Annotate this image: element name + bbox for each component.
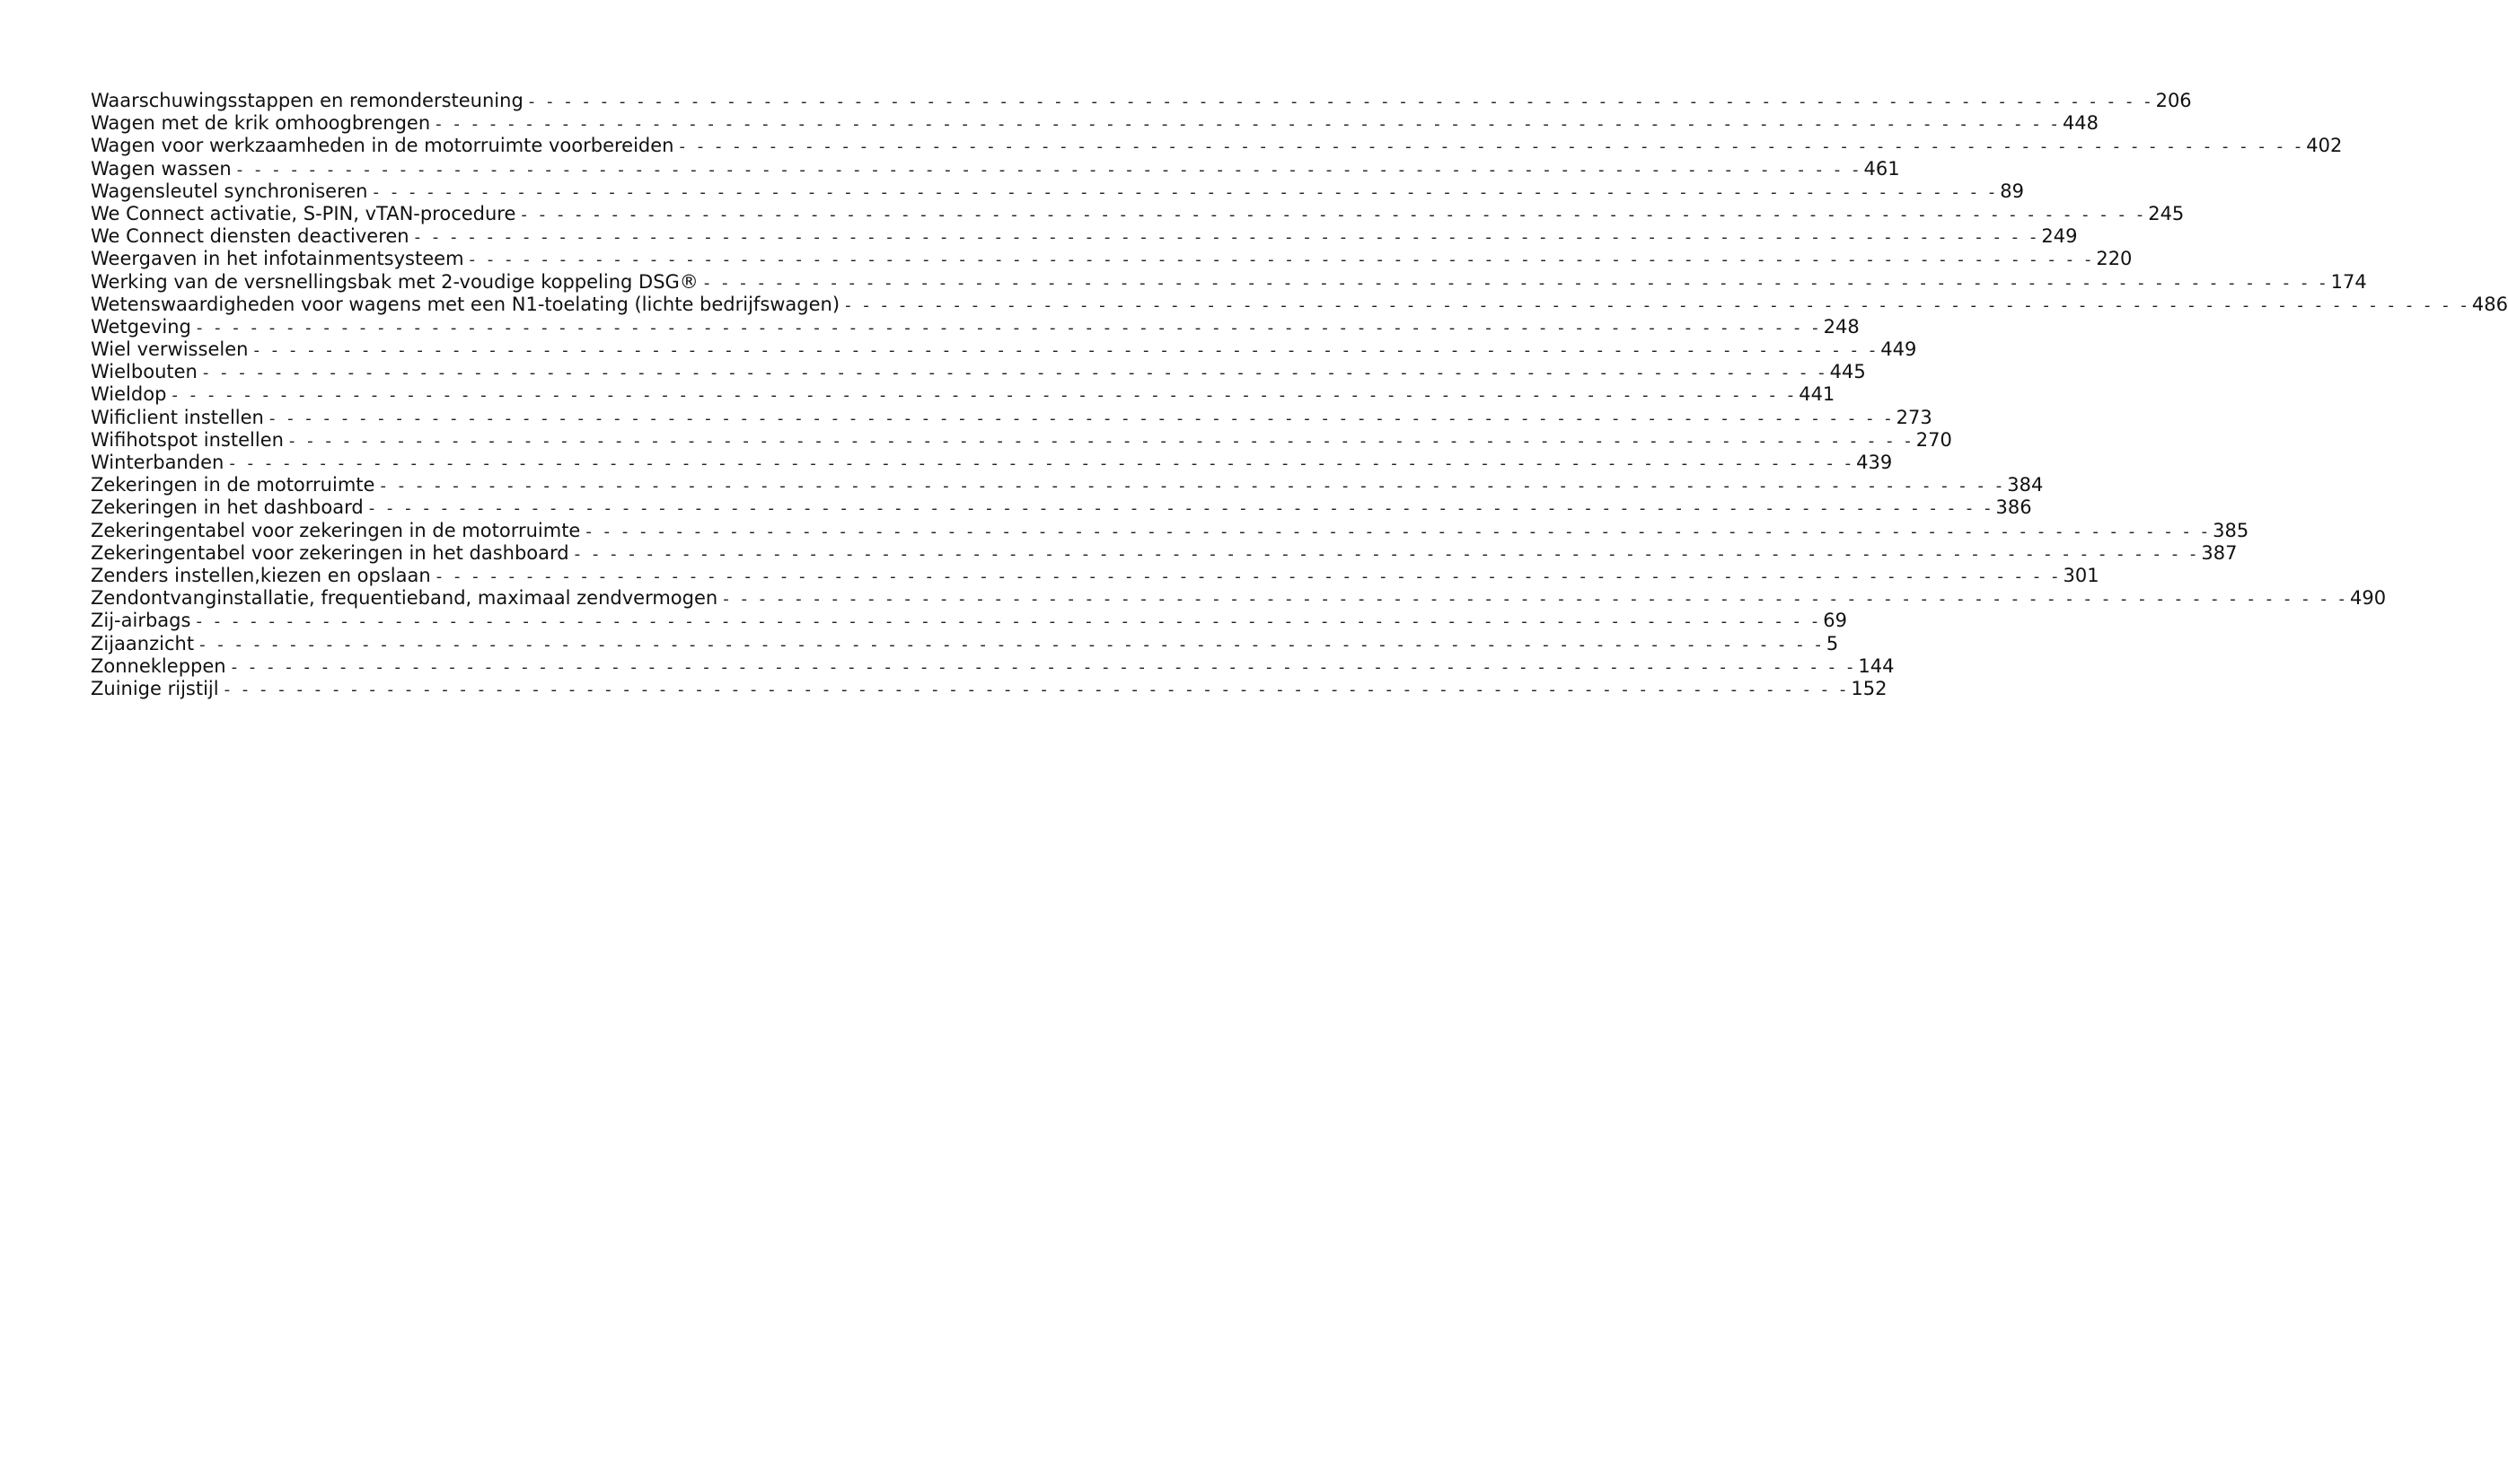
dot-leader: - - - - - - - - - - - - - - - - - - - - - - - - - - - - - - - - - - - - - - - - - - - - - - - - - - - - - - - - - - - - - - - - - - - - - - - - - - - - - - - - - - - - - - - - - - <box>414 228 2040 248</box>
index-entry-page[interactable]: 174 <box>2330 270 2367 293</box>
index-entry-term: Zendontvanginstallatie, frequentieband, maximaal zendvermogen <box>91 587 718 610</box>
index-entry-term: Winterbanden <box>91 452 224 473</box>
index-entry-page[interactable]: 89 <box>2000 180 2025 202</box>
index-entry[interactable] <box>91 225 2078 248</box>
index-entry[interactable] <box>91 587 2387 610</box>
index-entry-term: Zenders instellen,kiezen en opslaan <box>91 564 431 586</box>
index-entry-term: Wieldop <box>91 383 167 406</box>
index-entry[interactable] <box>91 519 2249 542</box>
index-entry-term: We Connect diensten deactiveren <box>91 225 409 248</box>
index-entry-term: We Connect activatie, S-PIN, vTAN-procedure <box>91 202 516 224</box>
index-entry[interactable] <box>91 361 1866 383</box>
index-entry-page[interactable]: 144 <box>1858 654 1895 677</box>
index-entry-term: Wificlient instellen <box>91 406 264 428</box>
index-entry-term: Zij-airbags <box>91 610 191 632</box>
dot-leader: - - - - - - - - - - - - - - - - - - - - - - - - - - - - - - - - - - - - - - - - - - - - - - - - - - - - - - - - - - - - - - - - - - - - - - - - - - - - - - - - - - - - - - - - - - <box>845 295 2470 315</box>
dot-leader: - - - - - - - - - - - - - - - - - - - - - - - - - - - - - - - - - - - - - - - - - - - - - - - - - - - - - - - - - - - - - - - - - - - - - - - - - - - - - - - - - - - - - - - - - - <box>229 454 1855 473</box>
index-entry[interactable] <box>91 677 1888 700</box>
index-entry[interactable] <box>91 112 2099 135</box>
index-entry-term: Wifihotspot instellen <box>91 428 284 451</box>
index-entry-page[interactable]: 220 <box>2096 248 2133 270</box>
index-entry[interactable] <box>91 270 2367 294</box>
index-entry-term: Zekeringen in het dashboard <box>91 496 364 519</box>
dot-leader: - - - - - - - - - - - - - - - - - - - - - - - - - - - - - - - - - - - - - - - - - - - - - - - - - - - - - - - - - - - - - - - - - - - - - - - - - - - - - - - - - - - - - - - - - - <box>380 477 2006 496</box>
dot-leader: - - - - - - - - - - - - - - - - - - - - - - - - - - - - - - - - - - - - - - - - - - - - - - - - - - - - - - - - - - - - - - - - - - - - - - - - - - - - - - - - - - - - - - - - - - <box>172 386 1798 406</box>
index-entry-page[interactable]: 402 <box>2306 135 2343 157</box>
dot-leader: - - - - - - - - - - - - - - - - - - - - - - - - - - - - - - - - - - - - - - - - - - - - - - - - - - - - - - - - - - - - - - - - - - - - - - - - - - - - - - - - - - - - - - - - - - <box>574 544 2200 564</box>
dot-leader: - - - - - - - - - - - - - - - - - - - - - - - - - - - - - - - - - - - - - - - - - - - - - - - - - - - - - - - - - - - - - - - - - - - - - - - - - - - - - - - - - - - - - - - - - - <box>199 635 1825 654</box>
index-entry-term: Wetenswaardigheden voor wagens met een N1-toelating (lichte bedrijfswagen) <box>91 293 840 315</box>
dot-leader: - - - - - - - - - - - - - - - - - - - - - - - - - - - - - - - - - - - - - - - - - - - - - - - - - - - - - - - - - - - - - - - - - - - - - - - - - - - - - - - - - - - - - - - - - - <box>224 680 1850 699</box>
dot-leader: - - - - - - - - - - - - - - - - - - - - - - - - - - - - - - - - - - - - - - - - - - - - - - - - - - - - - - - - - - - - - - - - - - - - - - - - - - - - - - - - - - - - - - - - - - <box>202 364 1828 383</box>
index-entry-term: Weergaven in het infotainmentsysteem <box>91 248 464 270</box>
dot-leader: - - - - - - - - - - - - - - - - - - - - - - - - - - - - - - - - - - - - - - - - - - - - - - - - - - - - - - - - - - - - - - - - - - - - - - - - - - - - - - - - - - - - - - - - - - <box>196 612 1822 632</box>
index-entry-term: Wiel verwisselen <box>91 338 249 361</box>
dot-leader: - - - - - - - - - - - - - - - - - - - - - - - - - - - - - - - - - - - - - - - - - - - - - - - - - - - - - - - - - - - - - - - - - - - - - - - - - - - - - - - - - - - - - - - - - - <box>469 250 2095 270</box>
index-entry-term: Zonnekleppen <box>91 654 226 677</box>
index-entry[interactable] <box>91 383 1835 406</box>
index-entry-page[interactable]: 439 <box>1856 452 1893 473</box>
index-entry[interactable] <box>91 180 2025 203</box>
dot-leader: - - - - - - - - - - - - - - - - - - - - - - - - - - - - - - - - - - - - - - - - - - - - - - - - - - - - - - - - - - - - - - - - - - - - - - - - - - - - - - - - - - - - - - - - - - <box>528 92 2154 111</box>
index-entry-page[interactable]: 5 <box>1826 632 1839 654</box>
dot-leader: - - - - - - - - - - - - - - - - - - - - - - - - - - - - - - - - - - - - - - - - - - - - - - - - - - - - - - - - - - - - - - - - - - - - - - - - - - - - - - - - - - - - - - - - - - <box>236 160 1862 180</box>
index-entry-term: Zekeringen in de motorruimte <box>91 474 375 496</box>
index-entry-page[interactable]: 152 <box>1851 677 1888 699</box>
index-entry[interactable] <box>91 474 2044 496</box>
index-entry-page[interactable]: 249 <box>2041 225 2078 248</box>
index-entry-term: Zuinige rijstijl <box>91 677 219 699</box>
index-entry[interactable] <box>91 632 1839 655</box>
dot-leader: - - - - - - - - - - - - - - - - - - - - - - - - - - - - - - - - - - - - - - - - - - - - - - - - - - - - - - - - - - - - - - - - - - - - - - - - - - - - - - - - - - - - - - - - - - <box>585 522 2212 541</box>
index-entry-page[interactable]: 384 <box>2007 474 2044 496</box>
dot-leader: - - - - - - - - - - - - - - - - - - - - - - - - - - - - - - - - - - - - - - - - - - - - - - - - - - - - - - - - - - - - - - - - - - - - - - - - - - - - - - - - - - - - - - - - - - <box>373 182 1999 202</box>
index-entry[interactable] <box>91 248 2133 270</box>
index-entry-page[interactable]: 449 <box>1880 338 1917 361</box>
index-entry-page[interactable]: 386 <box>1995 496 2032 519</box>
index-entry-page[interactable]: 445 <box>1829 361 1866 383</box>
index-entry-page[interactable]: 461 <box>1863 157 1900 180</box>
index-entry[interactable] <box>91 202 2185 225</box>
index-entry-page[interactable]: 206 <box>2155 90 2192 111</box>
dot-leader: - - - - - - - - - - - - - - - - - - - - - - - - - - - - - - - - - - - - - - - - - - - - - - - - - - - - - - - - - - - - - - - - - - - - - - - - - - - - - - - - - - - - - - - - - - <box>679 137 2305 157</box>
index-entry[interactable] <box>91 406 1932 429</box>
dot-leader: - - - - - - - - - - - - - - - - - - - - - - - - - - - - - - - - - - - - - - - - - - - - - - - - - - - - - - - - - - - - - - - - - - - - - - - - - - - - - - - - - - - - - - - - - - <box>268 408 1895 428</box>
index-entry[interactable] <box>91 452 1893 474</box>
dot-leader: - - - - - - - - - - - - - - - - - - - - - - - - - - - - - - - - - - - - - - - - - - - - - - - - - - - - - - - - - - - - - - - - - - - - - - - - - - - - - - - - - - - - - - - - - - <box>196 318 1822 338</box>
dot-leader: - - - - - - - - - - - - - - - - - - - - - - - - - - - - - - - - - - - - - - - - - - - - - - - - - - - - - - - - - - - - - - - - - - - - - - - - - - - - - - - - - - - - - - - - - - <box>231 657 1857 677</box>
index-entry-term: Zekeringentabel voor zekeringen in de motorruimte <box>91 519 581 541</box>
index-entry-page[interactable]: 486 <box>2471 293 2508 315</box>
index-entry-term: Wagen wassen <box>91 157 232 180</box>
index-entry[interactable] <box>91 315 1860 338</box>
index-list <box>91 90 2508 700</box>
index-entry[interactable] <box>91 157 1900 180</box>
index-entry[interactable] <box>91 654 1895 678</box>
index-entry-term: Wagensleutel synchroniseren <box>91 180 368 202</box>
index-entry-term: Wielbouten <box>91 361 198 383</box>
index-entry-page[interactable]: 301 <box>2063 564 2099 586</box>
index-entry[interactable] <box>91 90 2192 112</box>
index-entry-page[interactable]: 387 <box>2201 541 2238 564</box>
dot-leader: - - - - - - - - - - - - - - - - - - - - - - - - - - - - - - - - - - - - - - - - - - - - - - - - - - - - - - - - - - - - - - - - - - - - - - - - - - - - - - - - - - - - - - - - - - <box>436 115 2061 135</box>
index-entry-term: Waarschuwingsstappen en remondersteuning <box>91 90 524 111</box>
index-entry-page[interactable]: 385 <box>2213 519 2249 541</box>
dot-leader: - - - - - - - - - - - - - - - - - - - - - - - - - - - - - - - - - - - - - - - - - - - - - - - - - - - - - - - - - - - - - - - - - - - - - - - - - - - - - - - - - - - - - - - - - - <box>521 205 2147 224</box>
index-entry-page[interactable]: 490 <box>2350 587 2387 610</box>
dot-leader: - - - - - - - - - - - - - - - - - - - - - - - - - - - - - - - - - - - - - - - - - - - - - - - - - - - - - - - - - - - - - - - - - - - - - - - - - - - - - - - - - - - - - - - - - - <box>368 499 1994 519</box>
index-entry-page[interactable]: 270 <box>1915 428 1952 451</box>
index-entry-page[interactable]: 245 <box>2148 202 2185 224</box>
index-entry-page[interactable]: 441 <box>1799 383 1835 406</box>
dot-leader: - - - - - - - - - - - - - - - - - - - - - - - - - - - - - - - - - - - - - - - - - - - - - - - - - - - - - - - - - - - - - - - - - - - - - - - - - - - - - - - - - - - - - - - - - - <box>703 273 2329 293</box>
index-entry[interactable] <box>91 610 1847 632</box>
index-entry[interactable] <box>91 293 2508 316</box>
dot-leader: - - - - - - - - - - - - - - - - - - - - - - - - - - - - - - - - - - - - - - - - - - - - - - - - - - - - - - - - - - - - - - - - - - - - - - - - - - - - - - - - - - - - - - - - - - <box>253 341 1879 361</box>
index-entry[interactable] <box>91 428 1952 452</box>
index-entry-page[interactable]: 448 <box>2062 112 2099 135</box>
index-entry-page[interactable]: 273 <box>1896 406 1932 428</box>
index-entry[interactable] <box>91 135 2343 157</box>
index-entry-page[interactable]: 69 <box>1823 610 1847 632</box>
dot-leader: - - - - - - - - - - - - - - - - - - - - - - - - - - - - - - - - - - - - - - - - - - - - - - - - - - - - - - - - - - - - - - - - - - - - - - - - - - - - - - - - - - - - - - - - - - <box>288 431 1914 451</box>
index-entry[interactable] <box>91 338 1917 361</box>
dot-leader: - - - - - - - - - - - - - - - - - - - - - - - - - - - - - - - - - - - - - - - - - - - - - - - - - - - - - - - - - - - - - - - - - - - - - - - - - - - - - - - - - - - - - - - - - - <box>436 566 2062 586</box>
index-entry-term: Wagen voor werkzaamheden in de motorruimte voorbereiden <box>91 135 674 157</box>
index-entry-page[interactable]: 248 <box>1823 315 1860 338</box>
dot-leader: - - - - - - - - - - - - - - - - - - - - - - - - - - - - - - - - - - - - - - - - - - - - - - - - - - - - - - - - - - - - - - - - - - - - - - - - - - - - - - - - - - - - - - - - - - <box>723 590 2349 610</box>
index-entry[interactable] <box>91 496 2032 519</box>
index-entry-term: Wagen met de krik omhoogbrengen <box>91 112 431 135</box>
index-entry-term: Zekeringentabel voor zekeringen in het dashboard <box>91 541 569 564</box>
index-entry-term: Werking van de versnellingsbak met 2-voudige koppeling DSG® <box>91 270 699 293</box>
index-entry-term: Wetgeving <box>91 315 191 338</box>
index-entry-term: Zijaanzicht <box>91 632 195 654</box>
index-entry[interactable] <box>91 564 2099 587</box>
index-entry[interactable] <box>91 541 2238 565</box>
